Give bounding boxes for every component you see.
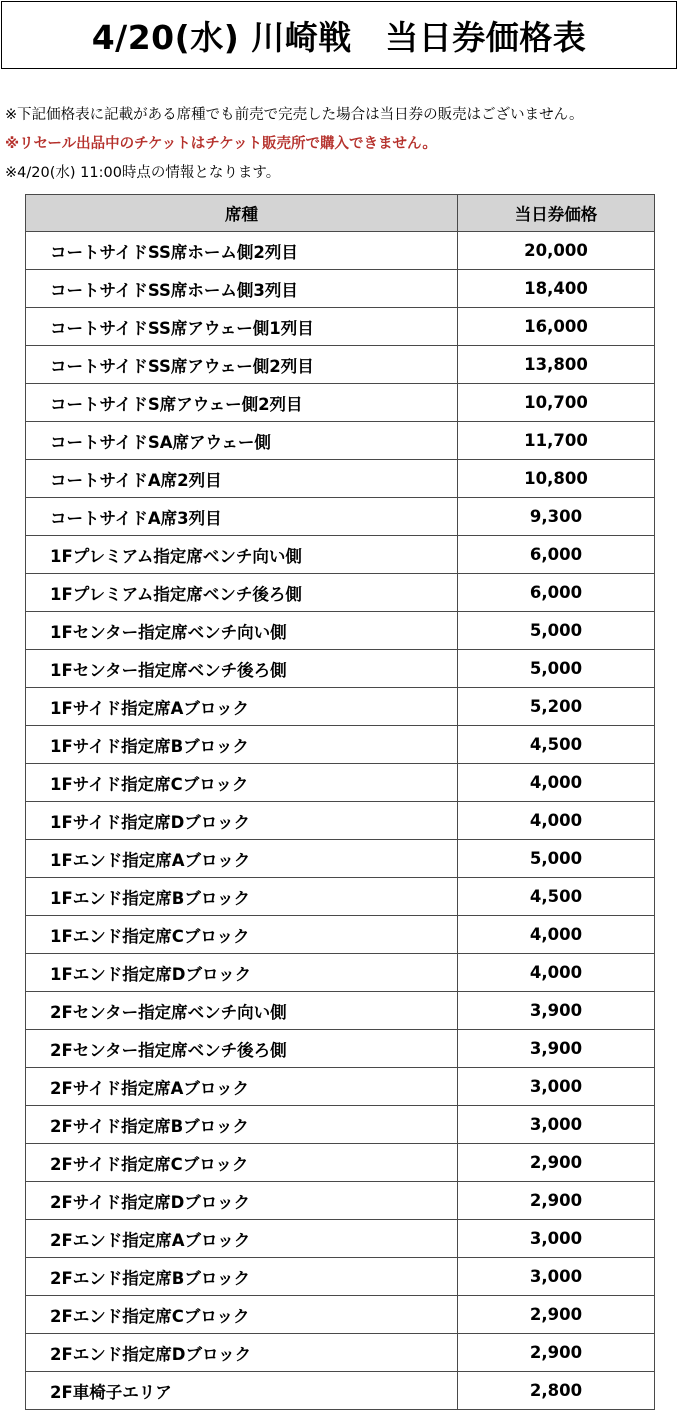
table-row xyxy=(26,1144,655,1182)
note-resale: ※リセール出品中のチケットはチケット販売所で購入できません。 xyxy=(5,136,437,152)
table-row xyxy=(26,612,655,650)
price-cell: 4,000 xyxy=(458,954,655,992)
price-cell: 2,900 xyxy=(458,1182,655,1220)
seat-type-cell: 2Fサイド指定席Cブロック xyxy=(26,1144,458,1182)
price-cell: 16,000 xyxy=(458,308,655,346)
table-row xyxy=(26,498,655,536)
table-row xyxy=(26,1258,655,1296)
seat-type-cell: 1Fサイド指定席Dブロック xyxy=(26,802,458,840)
header-seat-type: 席種 xyxy=(26,195,458,232)
price-cell: 5,000 xyxy=(458,840,655,878)
price-cell: 9,300 xyxy=(458,498,655,536)
price-cell: 4,000 xyxy=(458,802,655,840)
price-cell: 10,700 xyxy=(458,384,655,422)
table-row xyxy=(26,1220,655,1258)
seat-type-cell: コートサイドA席3列目 xyxy=(26,498,458,536)
seat-type-cell: 2Fセンター指定席ベンチ向い側 xyxy=(26,992,458,1030)
seat-type-cell: コートサイドSA席アウェー側 xyxy=(26,422,458,460)
price-cell: 5,000 xyxy=(458,612,655,650)
price-cell: 3,900 xyxy=(458,1030,655,1068)
header-price: 当日券価格 xyxy=(458,195,655,232)
table-row xyxy=(26,1296,655,1334)
seat-type-cell: 2Fエンド指定席Cブロック xyxy=(26,1296,458,1334)
price-cell: 6,000 xyxy=(458,536,655,574)
note-info-time: ※4/20(水) 11:00時点の情報となります。 xyxy=(5,165,281,181)
seat-type-cell: 1Fエンド指定席Bブロック xyxy=(26,878,458,916)
price-cell: 6,000 xyxy=(458,574,655,612)
table-row xyxy=(26,1106,655,1144)
seat-type-cell: コートサイドS席アウェー側2列目 xyxy=(26,384,458,422)
table-header-row xyxy=(26,195,655,232)
seat-type-cell: コートサイドSS席アウェー側1列目 xyxy=(26,308,458,346)
price-cell: 5,200 xyxy=(458,688,655,726)
price-cell: 4,000 xyxy=(458,916,655,954)
seat-type-cell: 2Fセンター指定席ベンチ後ろ側 xyxy=(26,1030,458,1068)
table-row xyxy=(26,840,655,878)
table-row xyxy=(26,916,655,954)
page-title: 4/20(水) 川崎戦 当日券価格表 xyxy=(91,17,587,57)
seat-type-cell: 1Fセンター指定席ベンチ後ろ側 xyxy=(26,650,458,688)
seat-type-cell: 1Fセンター指定席ベンチ向い側 xyxy=(26,612,458,650)
table-row xyxy=(26,1182,655,1220)
price-cell: 2,900 xyxy=(458,1296,655,1334)
table-row xyxy=(26,802,655,840)
price-cell: 11,700 xyxy=(458,422,655,460)
seat-type-cell: 1Fプレミアム指定席ベンチ向い側 xyxy=(26,536,458,574)
seat-type-cell: 1Fサイド指定席Bブロック xyxy=(26,726,458,764)
price-cell: 4,000 xyxy=(458,764,655,802)
price-cell: 3,000 xyxy=(458,1106,655,1144)
table-row xyxy=(26,270,655,308)
seat-type-cell: 1Fプレミアム指定席ベンチ後ろ側 xyxy=(26,574,458,612)
price-cell: 3,000 xyxy=(458,1258,655,1296)
table-row xyxy=(26,1068,655,1106)
seat-type-cell: 1Fエンド指定席Dブロック xyxy=(26,954,458,992)
table-row xyxy=(26,1030,655,1068)
seat-type-cell: 2F車椅子エリア xyxy=(26,1372,458,1410)
table-row xyxy=(26,1372,655,1410)
seat-type-cell: コートサイドA席2列目 xyxy=(26,460,458,498)
table-row xyxy=(26,726,655,764)
seat-type-cell: 1Fサイド指定席Cブロック xyxy=(26,764,458,802)
price-cell: 3,000 xyxy=(458,1220,655,1258)
price-cell: 18,400 xyxy=(458,270,655,308)
table-row xyxy=(26,422,655,460)
table-body xyxy=(26,232,655,1410)
price-table xyxy=(25,194,655,1410)
title-box xyxy=(1,1,677,69)
table-row xyxy=(26,1334,655,1372)
table-row xyxy=(26,992,655,1030)
table-row xyxy=(26,232,655,270)
note-sold-out: ※下記価格表に記載がある席種でも前売で完売した場合は当日券の販売はございません。 xyxy=(5,107,584,123)
price-cell: 2,800 xyxy=(458,1372,655,1410)
table-row xyxy=(26,460,655,498)
seat-type-cell: コートサイドSS席アウェー側2列目 xyxy=(26,346,458,384)
table-row xyxy=(26,384,655,422)
table-row xyxy=(26,574,655,612)
table-row xyxy=(26,346,655,384)
seat-type-cell: 2Fサイド指定席Bブロック xyxy=(26,1106,458,1144)
price-cell: 20,000 xyxy=(458,232,655,270)
table-row xyxy=(26,688,655,726)
price-cell: 4,500 xyxy=(458,726,655,764)
price-cell: 3,900 xyxy=(458,992,655,1030)
price-cell: 13,800 xyxy=(458,346,655,384)
seat-type-cell: 2Fサイド指定席Aブロック xyxy=(26,1068,458,1106)
table-row xyxy=(26,650,655,688)
price-cell: 2,900 xyxy=(458,1144,655,1182)
seat-type-cell: 1Fエンド指定席Aブロック xyxy=(26,840,458,878)
seat-type-cell: コートサイドSS席ホーム側2列目 xyxy=(26,232,458,270)
table-row xyxy=(26,954,655,992)
seat-type-cell: 2Fエンド指定席Aブロック xyxy=(26,1220,458,1258)
price-cell: 2,900 xyxy=(458,1334,655,1372)
price-cell: 3,000 xyxy=(458,1068,655,1106)
seat-type-cell: 1Fエンド指定席Cブロック xyxy=(26,916,458,954)
seat-type-cell: 1Fサイド指定席Aブロック xyxy=(26,688,458,726)
seat-type-cell: 2Fエンド指定席Bブロック xyxy=(26,1258,458,1296)
price-cell: 10,800 xyxy=(458,460,655,498)
price-cell: 4,500 xyxy=(458,878,655,916)
table-row xyxy=(26,878,655,916)
table-row xyxy=(26,308,655,346)
seat-type-cell: 2Fサイド指定席Dブロック xyxy=(26,1182,458,1220)
table-row xyxy=(26,536,655,574)
table-row xyxy=(26,764,655,802)
seat-type-cell: コートサイドSS席ホーム側3列目 xyxy=(26,270,458,308)
seat-type-cell: 2Fエンド指定席Dブロック xyxy=(26,1334,458,1372)
notes xyxy=(5,101,584,188)
price-cell: 5,000 xyxy=(458,650,655,688)
